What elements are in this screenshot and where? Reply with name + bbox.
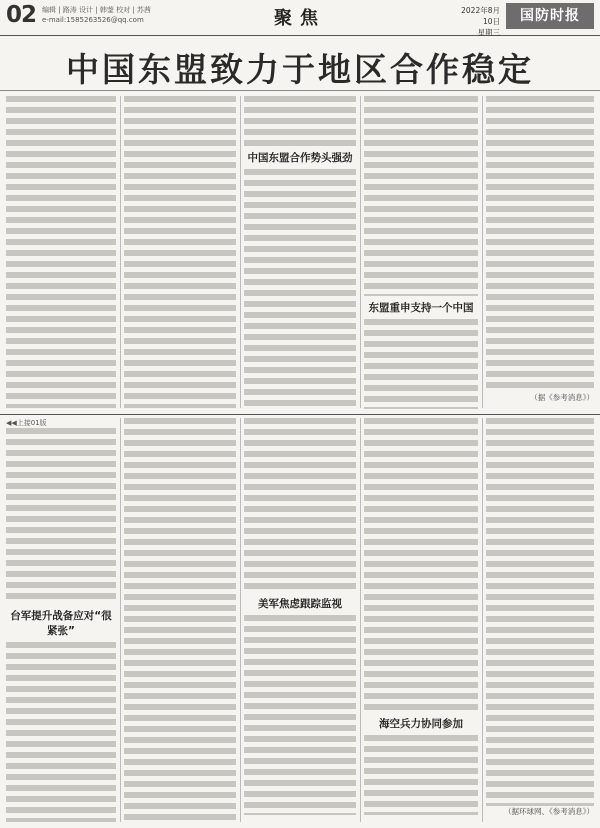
page-headline: 中国东盟致力于地区合作稳定 xyxy=(66,50,534,89)
column-rule xyxy=(240,96,241,408)
issue-date xyxy=(456,5,500,38)
article-text xyxy=(244,615,356,815)
editor-line: 编辑 | 路涛 设计 | 韩蓥 校对 | 苏茜 xyxy=(42,6,151,14)
column-rule xyxy=(482,96,483,408)
article-text xyxy=(244,169,356,409)
page-number: 02 xyxy=(6,2,37,28)
bottom-col-2 xyxy=(124,418,236,820)
article-text xyxy=(244,418,356,592)
article-text xyxy=(124,96,236,408)
date-text: 2022年8月10日 xyxy=(461,6,500,26)
top-byline: （据《参考消息》） xyxy=(530,393,594,402)
article-text xyxy=(364,418,478,712)
subhead-us-monitor: 美军焦虑跟踪监视 xyxy=(258,598,342,610)
section-name: 聚焦 xyxy=(274,8,326,29)
article-text xyxy=(6,642,116,822)
editor-credits xyxy=(42,5,151,25)
bottom-col-5 xyxy=(486,418,594,817)
top-col-2 xyxy=(124,96,236,408)
article-text xyxy=(244,96,356,146)
top-col-1 xyxy=(6,96,116,408)
top-col-3 xyxy=(244,96,356,409)
column-rule xyxy=(240,418,241,822)
article-text xyxy=(486,96,594,392)
subhead-naval-air: 海空兵力协同参加 xyxy=(379,718,463,730)
top-col-4 xyxy=(364,96,478,409)
article-text xyxy=(364,735,478,815)
article-text xyxy=(6,96,116,408)
brand-logo: 国防时报 xyxy=(506,3,594,29)
top-col-5 xyxy=(486,96,594,403)
column-rule xyxy=(120,418,121,822)
subhead-readiness: 台军提升战备应对“很紧张” xyxy=(10,610,112,637)
headline-rule xyxy=(0,90,600,91)
column-rule xyxy=(360,418,361,822)
bottom-col-1 xyxy=(6,418,116,822)
article-text xyxy=(486,418,594,806)
column-rule xyxy=(360,96,361,408)
article-text xyxy=(6,428,116,604)
subhead-one-china: 东盟重申支持一个中国 xyxy=(368,302,474,314)
bottom-col-3 xyxy=(244,418,356,815)
column-rule xyxy=(482,418,483,822)
article-text xyxy=(364,96,478,296)
subhead-cooperation: 中国东盟合作势头强劲 xyxy=(247,152,353,164)
continued-tag: ◀◀上接01版 xyxy=(6,419,47,427)
column-rule xyxy=(120,96,121,408)
editor-email: e-mail:1585263526@qq.com xyxy=(42,16,144,24)
article-text xyxy=(364,319,478,409)
weekday-text: 星期三 xyxy=(477,28,500,37)
bottom-col-4 xyxy=(364,418,478,815)
story-divider xyxy=(0,414,600,415)
bottom-byline: （据环球网、《参考消息》） xyxy=(504,807,594,816)
masthead xyxy=(0,0,600,36)
article-text xyxy=(124,418,236,820)
